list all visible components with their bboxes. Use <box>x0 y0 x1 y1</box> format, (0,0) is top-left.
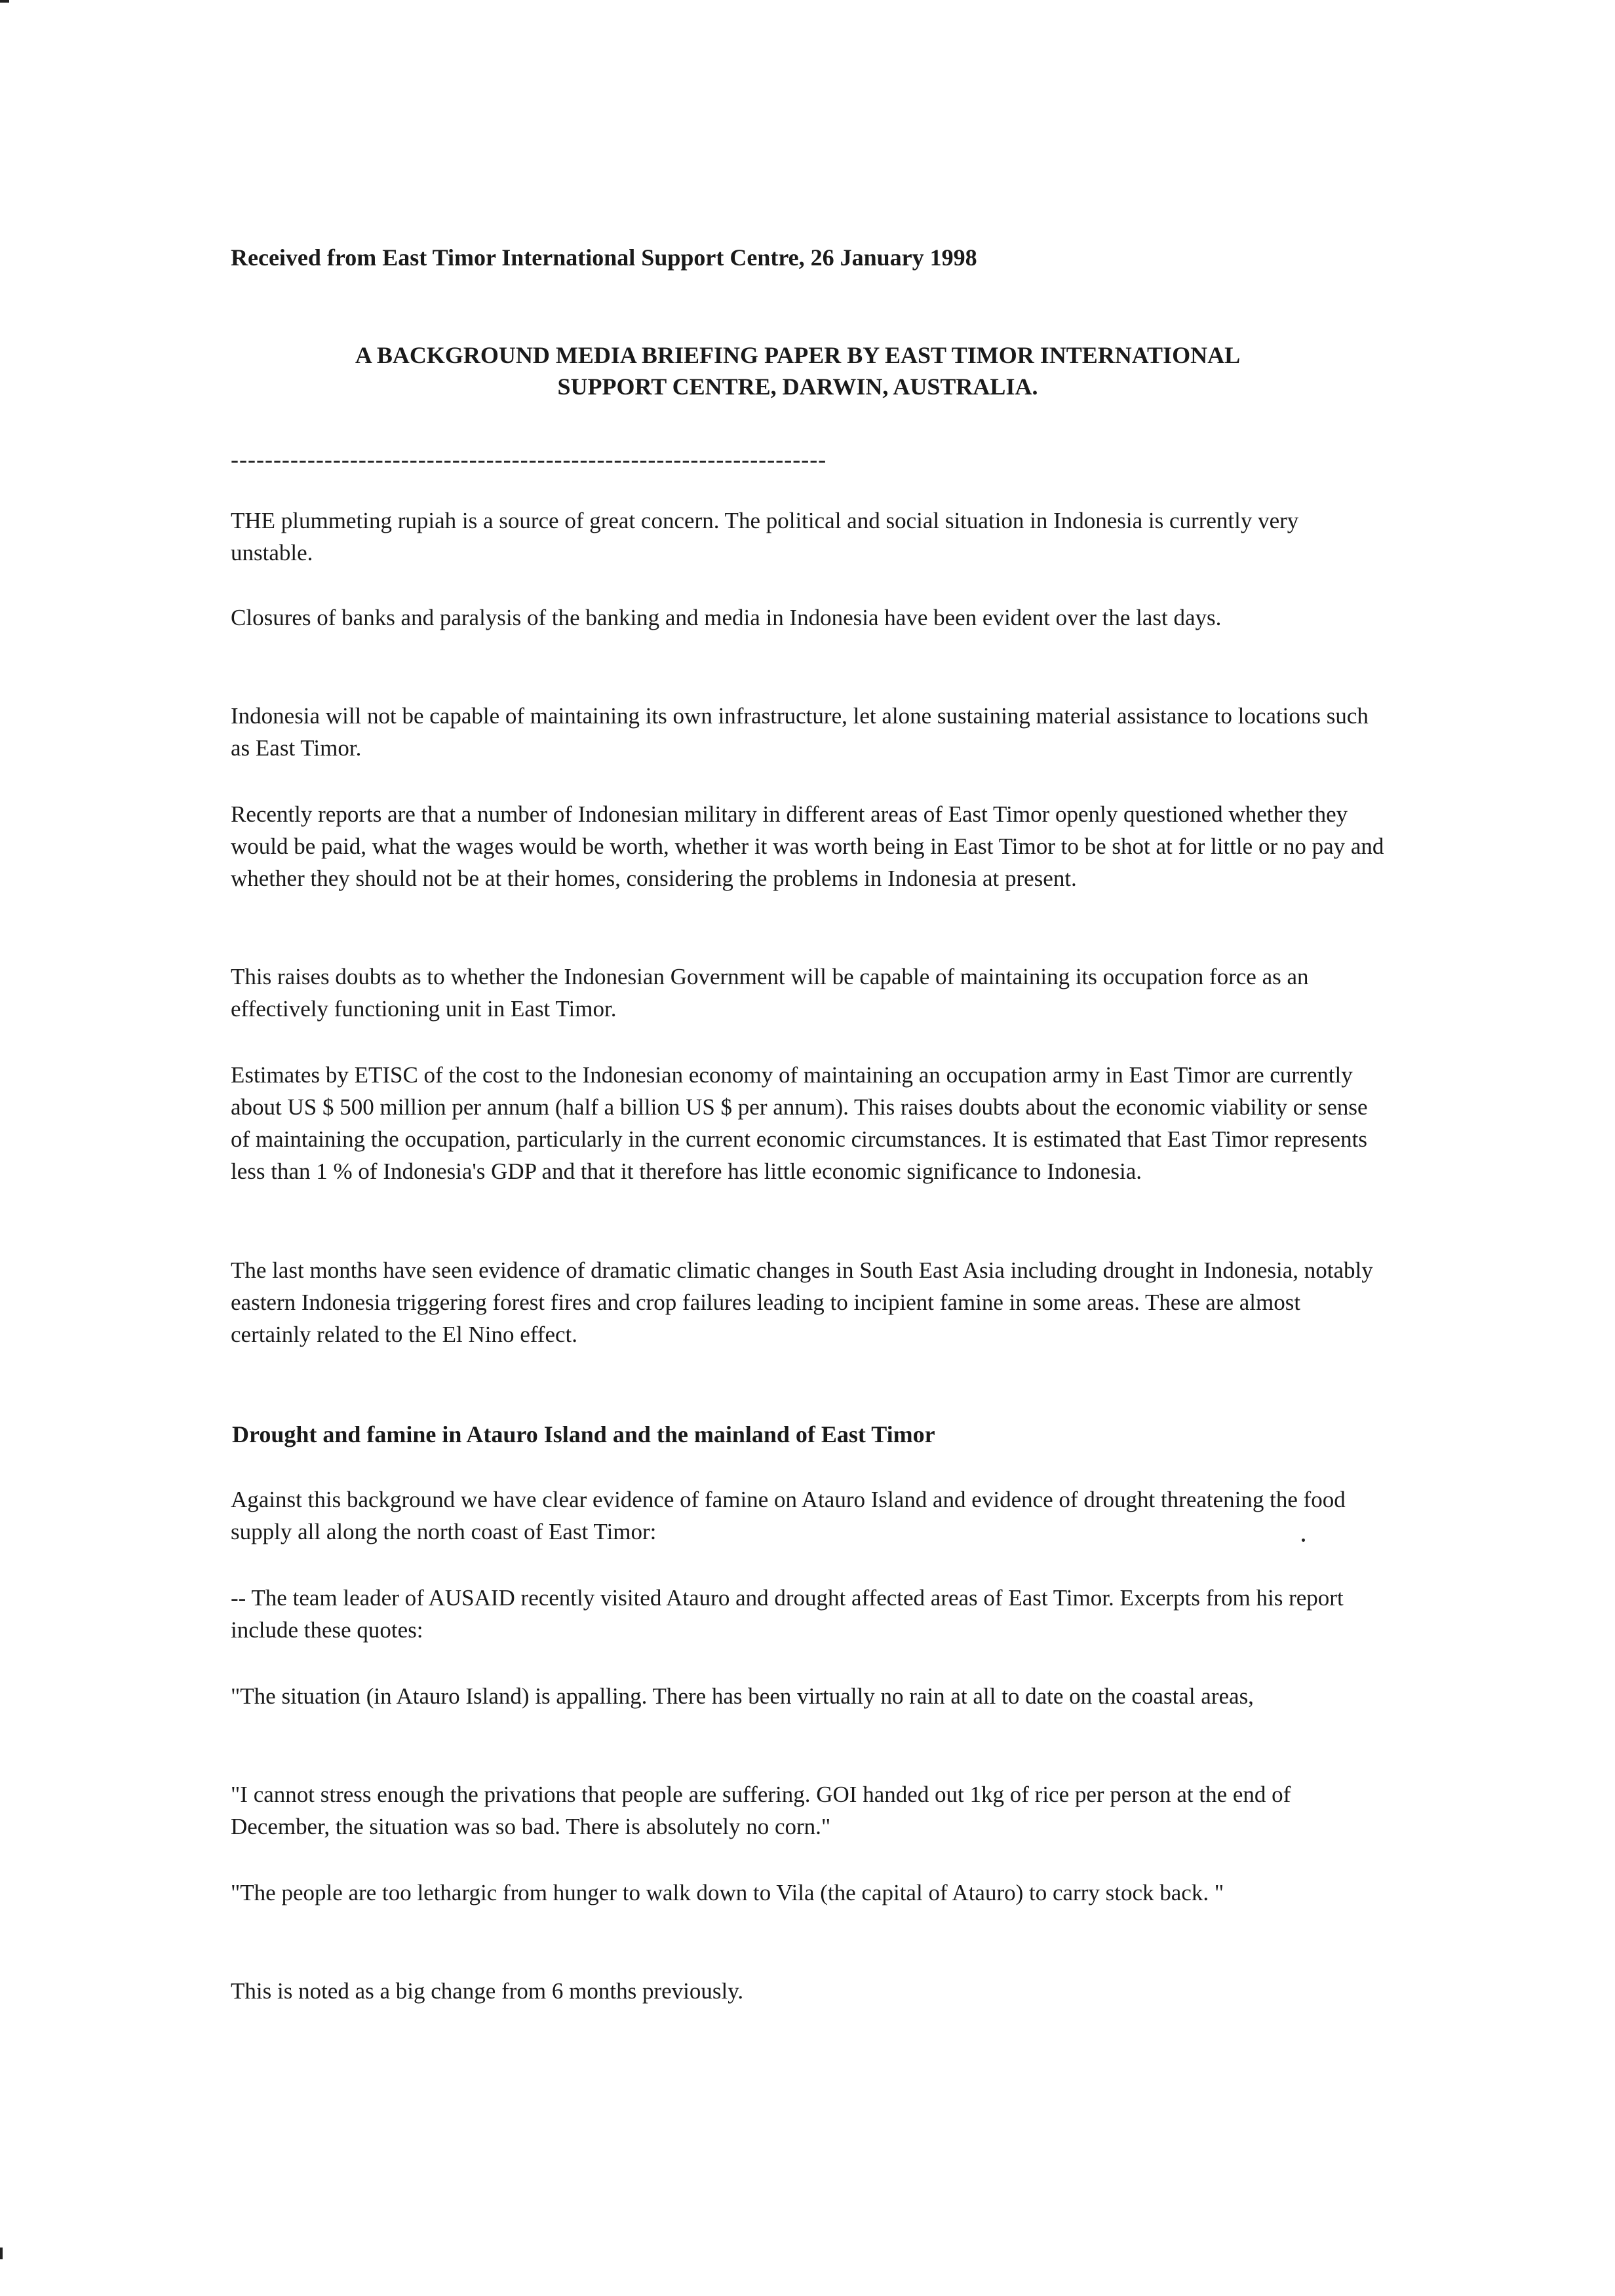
section-heading: Drought and famine in Atauro Island and the mainland of East Timor <box>232 1421 935 1447</box>
paragraph-cost-estimates: Estimates by ETISC of the cost to the Indonesian economy of maintaining an occupation army in East Timor are currently about US $ 500 million per annum (half a billion US $ per annum). This raises doubts about the economic viability or sense of maintaining the occupation, particularly in the current economic circumstances. It is estimated that East Timor represents less than 1 % of Indonesia's GDP and that it therefore has little economic significance to Indonesia. <box>231 1062 1368 1184</box>
quote-lethargic: "The people are too lethargic from hunger to walk down to Vila (the capital of Atauro) to carry stock back. " <box>231 1880 1224 1905</box>
paragraph-rupiah: THE plummeting rupiah is a source of great concern. The political and social situation in Indonesia is currently very unstable. <box>231 508 1299 565</box>
paragraph-occupation-force: This raises doubts as to whether the Indonesian Government will be capable of maintaining its occupation force as an effectively functioning unit in East Timor. <box>231 964 1309 1022</box>
received-line: Received from East Timor International Support Centre, 26 January 1998 <box>231 244 977 271</box>
quote-privations: "I cannot stress enough the privations that people are suffering. GOI handed out 1kg of rice per person at the end of December, the situation was so bad. There is absolutely no corn." <box>231 1782 1291 1839</box>
paragraph-ausaid-visit: -- The team leader of AUSAID recently visited Atauro and drought affected areas of East Timor. Excerpts from his report include these quotes: <box>231 1585 1344 1643</box>
paragraph-famine-evidence: Against this background we have clear evidence of famine on Atauro Island and evidence of drought threatening the food supply all along the north coast of East Timor: <box>231 1487 1346 1544</box>
title-line-2: SUPPORT CENTRE, DARWIN, AUSTRALIA. <box>557 373 1038 400</box>
dashed-divider: ---------------------------------------------------------------------- <box>231 446 827 472</box>
paragraph-military-reports: Recently reports are that a number of Indonesian military in different areas of East Timor openly questioned whether they would be paid, what the wages would be worth, whether it was worth being in East Timor to be shot at for little or no pay and whether they should not be at their homes, considering the problems in Indonesia at present. <box>231 801 1384 891</box>
quote-appalling: "The situation (in Atauro Island) is appalling. There has been virtually no rain at all to date on the coastal areas, <box>231 1683 1254 1709</box>
scan-edge-mark <box>0 0 9 3</box>
paragraph-infrastructure: Indonesia will not be capable of maintaining its own infrastructure, let alone sustaining material assistance to locations such as East Timor. <box>231 703 1369 761</box>
paragraph-climatic-changes: The last months have seen evidence of dramatic climatic changes in South East Asia including drought in Indonesia, notably eastern Indonesia triggering forest fires and crop failures leading to incipient famine in some areas. These are almost certainly related to the El Nino effect. <box>231 1257 1373 1347</box>
document-title <box>231 339 1365 402</box>
scan-edge-mark <box>0 2248 3 2259</box>
scan-speck <box>1302 1539 1305 1542</box>
paragraph-bank-closures: Closures of banks and paralysis of the banking and media in Indonesia have been evident over the last days. <box>231 605 1222 630</box>
paragraph-big-change: This is noted as a big change from 6 months previously. <box>231 1978 744 2004</box>
title-line-1: A BACKGROUND MEDIA BRIEFING PAPER BY EAST TIMOR INTERNATIONAL <box>355 342 1241 368</box>
